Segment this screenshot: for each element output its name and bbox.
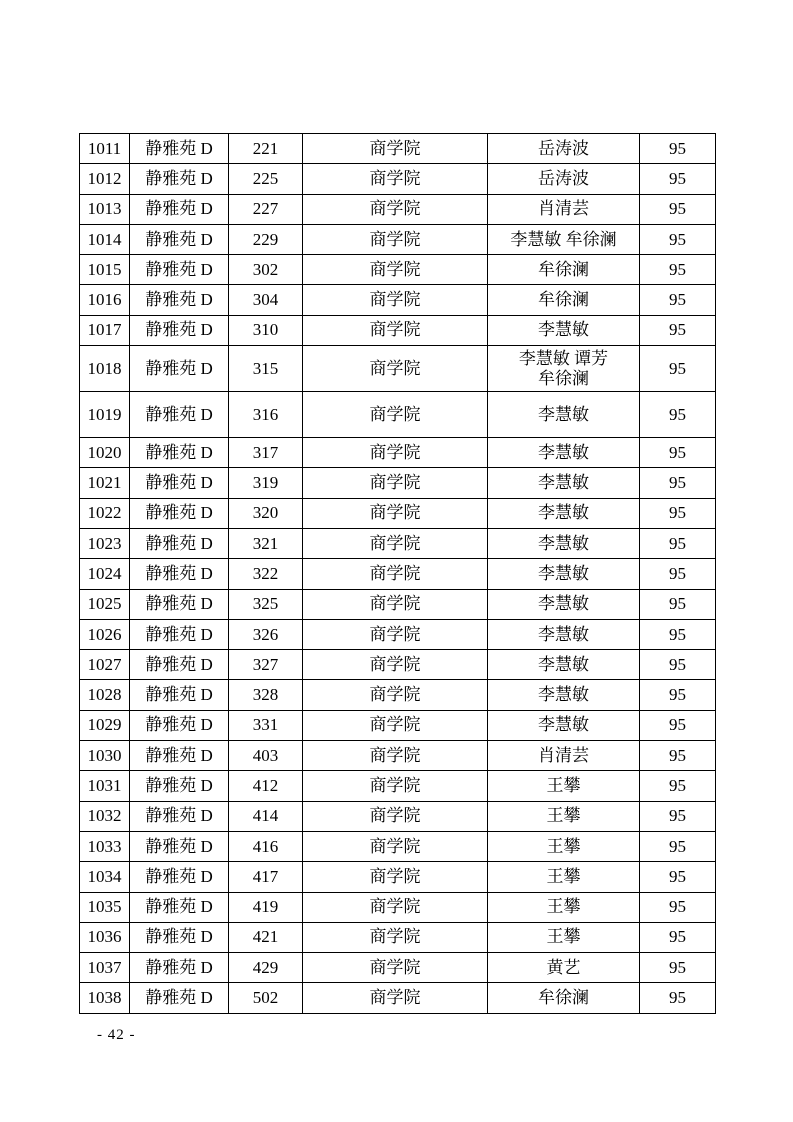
table-row	[80, 392, 716, 438]
room-cell: 322	[229, 559, 303, 589]
building-cell: 静雅苑 D	[130, 771, 229, 801]
building-cell: 静雅苑 D	[130, 619, 229, 649]
staff-cell: 肖清芸	[488, 194, 640, 224]
building-cell: 静雅苑 D	[130, 346, 229, 392]
building-cell: 静雅苑 D	[130, 892, 229, 922]
row-number-cell: 1036	[80, 922, 130, 952]
row-number-cell: 1018	[80, 346, 130, 392]
college-cell: 商学院	[303, 392, 488, 438]
table-row	[80, 862, 716, 892]
row-number-cell: 1023	[80, 528, 130, 558]
table-row	[80, 315, 716, 345]
room-cell: 315	[229, 346, 303, 392]
dormitory-score-table	[79, 133, 716, 1014]
table-row	[80, 650, 716, 680]
room-cell: 302	[229, 255, 303, 285]
score-cell: 95	[640, 392, 716, 438]
table-row	[80, 892, 716, 922]
score-cell: 95	[640, 710, 716, 740]
building-cell: 静雅苑 D	[130, 831, 229, 861]
staff-cell: 李慧敏	[488, 392, 640, 438]
row-number-cell: 1032	[80, 801, 130, 831]
staff-cell: 岳涛波	[488, 134, 640, 164]
row-number-cell: 1037	[80, 953, 130, 983]
staff-cell: 李慧敏	[488, 710, 640, 740]
score-cell: 95	[640, 315, 716, 345]
building-cell: 静雅苑 D	[130, 710, 229, 740]
staff-cell: 王攀	[488, 801, 640, 831]
building-cell: 静雅苑 D	[130, 528, 229, 558]
building-cell: 静雅苑 D	[130, 922, 229, 952]
college-cell: 商学院	[303, 224, 488, 254]
row-number-cell: 1017	[80, 315, 130, 345]
row-number-cell: 1029	[80, 710, 130, 740]
room-cell: 227	[229, 194, 303, 224]
room-cell: 414	[229, 801, 303, 831]
room-cell: 416	[229, 831, 303, 861]
building-cell: 静雅苑 D	[130, 498, 229, 528]
table-row	[80, 619, 716, 649]
college-cell: 商学院	[303, 164, 488, 194]
row-number-cell: 1034	[80, 862, 130, 892]
table-row	[80, 346, 716, 392]
score-cell: 95	[640, 528, 716, 558]
score-cell: 95	[640, 983, 716, 1013]
row-number-cell: 1016	[80, 285, 130, 315]
table-body	[80, 134, 716, 1014]
building-cell: 静雅苑 D	[130, 164, 229, 194]
room-cell: 421	[229, 922, 303, 952]
room-cell: 412	[229, 771, 303, 801]
table-row	[80, 194, 716, 224]
table-row	[80, 528, 716, 558]
college-cell: 商学院	[303, 619, 488, 649]
table-row	[80, 468, 716, 498]
staff-cell: 王攀	[488, 771, 640, 801]
college-cell: 商学院	[303, 194, 488, 224]
college-cell: 商学院	[303, 922, 488, 952]
score-cell: 95	[640, 559, 716, 589]
college-cell: 商学院	[303, 559, 488, 589]
row-number-cell: 1035	[80, 892, 130, 922]
table-row	[80, 498, 716, 528]
staff-cell: 李慧敏	[488, 468, 640, 498]
inspection-table-container	[79, 133, 715, 1014]
score-cell: 95	[640, 194, 716, 224]
table-row	[80, 680, 716, 710]
row-number-cell: 1024	[80, 559, 130, 589]
room-cell: 317	[229, 438, 303, 468]
college-cell: 商学院	[303, 498, 488, 528]
room-cell: 502	[229, 983, 303, 1013]
staff-cell: 李慧敏	[488, 559, 640, 589]
score-cell: 95	[640, 953, 716, 983]
building-cell: 静雅苑 D	[130, 559, 229, 589]
row-number-cell: 1038	[80, 983, 130, 1013]
row-number-cell: 1021	[80, 468, 130, 498]
row-number-cell: 1031	[80, 771, 130, 801]
college-cell: 商学院	[303, 892, 488, 922]
staff-cell: 牟徐澜	[488, 285, 640, 315]
college-cell: 商学院	[303, 862, 488, 892]
staff-cell: 牟徐澜	[488, 255, 640, 285]
room-cell: 417	[229, 862, 303, 892]
room-cell: 221	[229, 134, 303, 164]
score-cell: 95	[640, 922, 716, 952]
building-cell: 静雅苑 D	[130, 680, 229, 710]
row-number-cell: 1012	[80, 164, 130, 194]
score-cell: 95	[640, 438, 716, 468]
building-cell: 静雅苑 D	[130, 468, 229, 498]
college-cell: 商学院	[303, 528, 488, 558]
building-cell: 静雅苑 D	[130, 315, 229, 345]
score-cell: 95	[640, 224, 716, 254]
row-number-cell: 1027	[80, 650, 130, 680]
building-cell: 静雅苑 D	[130, 983, 229, 1013]
score-cell: 95	[640, 801, 716, 831]
score-cell: 95	[640, 164, 716, 194]
room-cell: 326	[229, 619, 303, 649]
building-cell: 静雅苑 D	[130, 650, 229, 680]
staff-cell: 岳涛波	[488, 164, 640, 194]
room-cell: 328	[229, 680, 303, 710]
table-row	[80, 983, 716, 1013]
college-cell: 商学院	[303, 468, 488, 498]
staff-cell	[488, 346, 640, 392]
score-cell: 95	[640, 741, 716, 771]
room-cell: 316	[229, 392, 303, 438]
college-cell: 商学院	[303, 285, 488, 315]
staff-line: 牟徐澜	[538, 368, 589, 388]
staff-cell: 李慧敏	[488, 680, 640, 710]
building-cell: 静雅苑 D	[130, 392, 229, 438]
building-cell: 静雅苑 D	[130, 438, 229, 468]
table-row	[80, 255, 716, 285]
college-cell: 商学院	[303, 953, 488, 983]
college-cell: 商学院	[303, 741, 488, 771]
building-cell: 静雅苑 D	[130, 801, 229, 831]
staff-cell: 李慧敏 牟徐澜	[488, 224, 640, 254]
score-cell: 95	[640, 498, 716, 528]
room-cell: 319	[229, 468, 303, 498]
staff-cell: 王攀	[488, 892, 640, 922]
score-cell: 95	[640, 892, 716, 922]
room-cell: 325	[229, 589, 303, 619]
college-cell: 商学院	[303, 801, 488, 831]
row-number-cell: 1026	[80, 619, 130, 649]
score-cell: 95	[640, 346, 716, 392]
room-cell: 331	[229, 710, 303, 740]
college-cell: 商学院	[303, 315, 488, 345]
staff-cell: 李慧敏	[488, 650, 640, 680]
row-number-cell: 1033	[80, 831, 130, 861]
room-cell: 304	[229, 285, 303, 315]
table-row	[80, 285, 716, 315]
row-number-cell: 1011	[80, 134, 130, 164]
score-cell: 95	[640, 862, 716, 892]
staff-cell: 王攀	[488, 831, 640, 861]
building-cell: 静雅苑 D	[130, 589, 229, 619]
staff-cell: 李慧敏	[488, 589, 640, 619]
row-number-cell: 1028	[80, 680, 130, 710]
room-cell: 320	[229, 498, 303, 528]
row-number-cell: 1020	[80, 438, 130, 468]
table-row	[80, 710, 716, 740]
staff-cell: 肖清芸	[488, 741, 640, 771]
building-cell: 静雅苑 D	[130, 255, 229, 285]
room-cell: 403	[229, 741, 303, 771]
score-cell: 95	[640, 134, 716, 164]
college-cell: 商学院	[303, 710, 488, 740]
score-cell: 95	[640, 831, 716, 861]
row-number-cell: 1025	[80, 589, 130, 619]
table-row	[80, 559, 716, 589]
score-cell: 95	[640, 680, 716, 710]
room-cell: 310	[229, 315, 303, 345]
college-cell: 商学院	[303, 771, 488, 801]
score-cell: 95	[640, 255, 716, 285]
room-cell: 321	[229, 528, 303, 558]
row-number-cell: 1030	[80, 741, 130, 771]
building-cell: 静雅苑 D	[130, 741, 229, 771]
building-cell: 静雅苑 D	[130, 953, 229, 983]
building-cell: 静雅苑 D	[130, 285, 229, 315]
table-row	[80, 831, 716, 861]
college-cell: 商学院	[303, 438, 488, 468]
room-cell: 429	[229, 953, 303, 983]
score-cell: 95	[640, 650, 716, 680]
college-cell: 商学院	[303, 589, 488, 619]
table-row	[80, 589, 716, 619]
staff-cell: 李慧敏	[488, 498, 640, 528]
table-row	[80, 224, 716, 254]
staff-cell: 李慧敏	[488, 528, 640, 558]
staff-cell: 王攀	[488, 922, 640, 952]
staff-cell: 黄艺	[488, 953, 640, 983]
table-row	[80, 134, 716, 164]
room-cell: 229	[229, 224, 303, 254]
college-cell: 商学院	[303, 831, 488, 861]
staff-line: 李慧敏 谭芳	[518, 348, 609, 368]
score-cell: 95	[640, 468, 716, 498]
college-cell: 商学院	[303, 680, 488, 710]
building-cell: 静雅苑 D	[130, 134, 229, 164]
college-cell: 商学院	[303, 134, 488, 164]
college-cell: 商学院	[303, 650, 488, 680]
staff-cell: 王攀	[488, 862, 640, 892]
table-row	[80, 953, 716, 983]
room-cell: 327	[229, 650, 303, 680]
table-row	[80, 801, 716, 831]
building-cell: 静雅苑 D	[130, 862, 229, 892]
room-cell: 419	[229, 892, 303, 922]
score-cell: 95	[640, 285, 716, 315]
row-number-cell: 1022	[80, 498, 130, 528]
row-number-cell: 1013	[80, 194, 130, 224]
building-cell: 静雅苑 D	[130, 194, 229, 224]
table-row	[80, 438, 716, 468]
staff-cell: 牟徐澜	[488, 983, 640, 1013]
table-row	[80, 771, 716, 801]
room-cell: 225	[229, 164, 303, 194]
table-row	[80, 741, 716, 771]
staff-cell: 李慧敏	[488, 438, 640, 468]
staff-cell: 李慧敏	[488, 619, 640, 649]
college-cell: 商学院	[303, 255, 488, 285]
score-cell: 95	[640, 771, 716, 801]
college-cell: 商学院	[303, 983, 488, 1013]
staff-cell: 李慧敏	[488, 315, 640, 345]
page-number: - 42 -	[97, 1027, 136, 1043]
building-cell: 静雅苑 D	[130, 224, 229, 254]
score-cell: 95	[640, 619, 716, 649]
row-number-cell: 1015	[80, 255, 130, 285]
table-row	[80, 922, 716, 952]
row-number-cell: 1014	[80, 224, 130, 254]
table-row	[80, 164, 716, 194]
college-cell: 商学院	[303, 346, 488, 392]
row-number-cell: 1019	[80, 392, 130, 438]
score-cell: 95	[640, 589, 716, 619]
